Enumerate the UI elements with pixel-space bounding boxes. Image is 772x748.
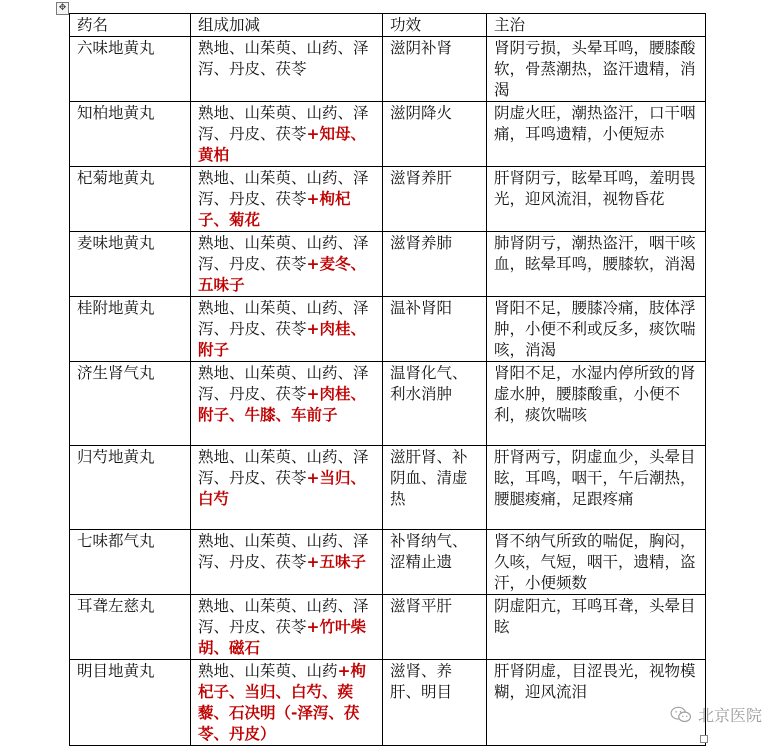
table-row — [70, 595, 706, 660]
cell-composition — [191, 362, 383, 446]
cell-effect: 滋阴补肾 — [383, 37, 487, 102]
base-herbs: 熟地、山茱萸、山药、泽泻、丹皮、茯苓 — [198, 169, 369, 208]
cell-name: 明目地黄丸 — [70, 660, 191, 746]
table-row — [70, 102, 706, 167]
added-herbs: +知母、黄柏 — [198, 125, 367, 164]
cell-indication: 肝肾两亏，阴虚血少，头晕目 眩，耳鸣，咽干，午后潮热，腰腿痠痛，足跟疼痛 — [487, 446, 706, 530]
cell-effect: 温肾化气、利水消肿 — [383, 362, 487, 446]
table-row — [70, 297, 706, 362]
table-move-handle[interactable]: ✥ — [56, 2, 69, 15]
base-herbs: 熟地、山茱萸、山药、泽泻、丹皮、茯苓 — [198, 448, 369, 487]
cell-name: 桂附地黄丸 — [70, 297, 191, 362]
cell-name: 杞菊地黄丸 — [70, 167, 191, 232]
header-effect: 功效 — [383, 14, 487, 37]
cell-effect: 滋肾、养肝、明目 — [383, 660, 487, 746]
added-herbs: +竹叶柴胡、磁石 — [198, 618, 367, 657]
cell-indication: 肝肾阴亏，眩晕耳鸣，羞明畏光，迎风流泪，视物昏花 — [487, 167, 706, 232]
watermark — [670, 703, 762, 726]
added-herbs: +枸杞子、菊花 — [198, 190, 351, 229]
cell-name: 麦味地黄丸 — [70, 232, 191, 297]
cell-indication: 肝肾阴虚，目涩畏光，视物模 糊，迎风流泪 — [487, 660, 706, 746]
base-herbs: 熟地、山茱萸、山药、泽泻、丹皮、茯苓 — [198, 364, 369, 403]
cell-composition — [191, 37, 383, 102]
base-herbs: 熟地、山茱萸、山药、泽泻、丹皮、茯苓 — [198, 104, 369, 143]
prescription-table — [69, 13, 706, 746]
watermark-text: 北京医院 — [697, 706, 762, 725]
table-row — [70, 232, 706, 297]
added-herbs: +枸杞子、当归、白芍、蒺藜、石决明（-泽泻、茯苓、丹皮） — [198, 662, 367, 743]
wechat-icon — [670, 706, 692, 724]
added-herbs: +五味子 — [306, 553, 367, 571]
base-herbs: 熟地、山茱萸、山药、泽泻、丹皮、茯苓 — [198, 39, 369, 78]
header-name: 药名 — [70, 14, 191, 37]
cell-name: 六味地黄丸 — [70, 37, 191, 102]
table-row — [70, 167, 706, 232]
table-row — [70, 660, 706, 746]
cell-indication: 肺肾阴亏，潮热盗汗，咽干咳血，眩晕耳鸣，腰膝软，消渴 — [487, 232, 706, 297]
cell-indication: 肾阳不足，水湿内停所致的肾虚水肿，腰膝酸重，小便不利，痰饮喘咳 — [487, 362, 706, 446]
header-indication: 主治 — [487, 14, 706, 37]
added-herbs: +肉桂、附子 — [198, 320, 367, 359]
cell-effect: 滋肾养肝 — [383, 167, 487, 232]
cell-name: 归芍地黄丸 — [70, 446, 191, 530]
cell-composition — [191, 660, 383, 746]
table-header-row — [70, 14, 706, 37]
cell-effect: 滋肾平肝 — [383, 595, 487, 660]
cell-composition — [191, 530, 383, 595]
base-herbs: 熟地、山茱萸、山药、泽泻、丹皮、茯苓 — [198, 532, 369, 571]
table-row — [70, 530, 706, 595]
base-herbs: 熟地、山茱萸、山药、泽泻、丹皮、茯苓 — [198, 299, 369, 338]
cell-indication: 肾不纳气所致的喘促，胸闷，久咳，气短，咽干，遗精，盗汗，小便频数 — [487, 530, 706, 595]
base-herbs: 熟地、山茱萸、山药 — [198, 662, 338, 680]
cell-indication: 阴虚阳亢，耳鸣耳聋，头晕目眩 — [487, 595, 706, 660]
added-herbs: +肉桂、附子、牛膝、车前子 — [198, 385, 367, 424]
cell-effect: 滋肝肾、补阴血、清虚热 — [383, 446, 487, 530]
cell-composition — [191, 595, 383, 660]
cell-composition — [191, 232, 383, 297]
base-herbs: 熟地、山茱萸、山药、泽泻、丹皮、茯苓 — [198, 234, 369, 273]
cell-name: 济生肾气丸 — [70, 362, 191, 446]
cell-composition — [191, 102, 383, 167]
cell-indication: 肾阴亏损，头晕耳鸣，腰膝酸软，骨蒸潮热，盗汗遗精，消渴 — [487, 37, 706, 102]
cell-name: 知柏地黄丸 — [70, 102, 191, 167]
base-herbs: 熟地、山茱萸、山药、泽泻、丹皮、茯苓 — [198, 597, 369, 636]
cell-composition — [191, 446, 383, 530]
cell-effect: 滋阴降火 — [383, 102, 487, 167]
cell-composition — [191, 297, 383, 362]
cell-indication: 阴虚火旺，潮热盗汗，口干咽痛，耳鸣遗精，小便短赤 — [487, 102, 706, 167]
table-row — [70, 446, 706, 530]
added-herbs: +麦冬、五味子 — [198, 255, 367, 294]
cell-name: 七味都气丸 — [70, 530, 191, 595]
cell-effect: 温补肾阳 — [383, 297, 487, 362]
added-herbs: +当归、白芍 — [198, 469, 367, 508]
cell-effect: 补肾纳气、涩精止遗 — [383, 530, 487, 595]
cell-indication: 肾阳不足，腰膝冷痛，肢体浮肿，小便不利或反多，痰饮喘咳，消渴 — [487, 297, 706, 362]
table-row — [70, 362, 706, 446]
header-composition: 组成加减 — [191, 14, 383, 37]
cell-effect: 滋肾养肺 — [383, 232, 487, 297]
table-row — [70, 37, 706, 102]
cell-composition — [191, 167, 383, 232]
table-resize-handle[interactable] — [700, 735, 708, 743]
cell-name: 耳聋左慈丸 — [70, 595, 191, 660]
